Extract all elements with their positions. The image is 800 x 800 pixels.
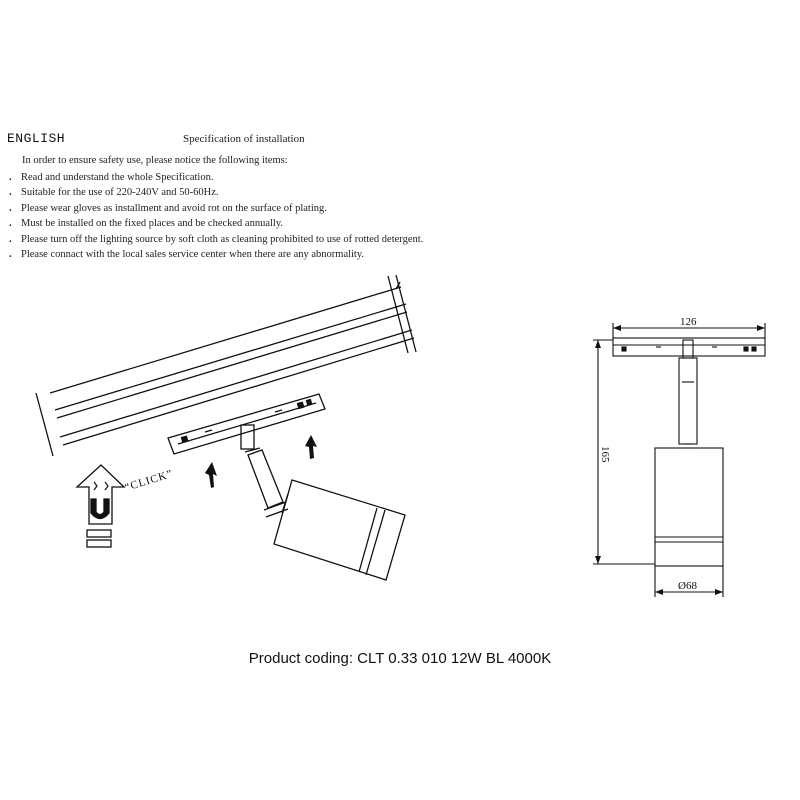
magnet-icon <box>77 465 124 547</box>
list-item-text: Must be installed on the fixed places and be checked annually. <box>21 218 284 230</box>
list-item-text: Read and understand the whole Specification. <box>21 172 214 183</box>
bullet-dot: . <box>9 187 12 199</box>
lamp-body-illustration <box>274 480 405 580</box>
product-coding: Product coding: CLT 0.33 010 12W BL 4000K <box>248 650 552 667</box>
bullet-dot: . <box>9 172 12 183</box>
insert-arrows <box>205 435 317 488</box>
document-title: Specification of installation <box>183 133 305 145</box>
dimension-width-label: 126 <box>680 316 697 328</box>
intro-text: In order to ensure safety use, please notice the following items: <box>22 155 288 166</box>
bullet-dot: . <box>9 218 12 230</box>
list-item-text: Please connact with the local sales service center when there are any abnormality. <box>21 248 365 260</box>
arrow-up-icon <box>305 435 317 459</box>
bullet-dot: . <box>9 233 12 245</box>
dimension-height-label: 165 <box>599 446 611 463</box>
dimension-drawing <box>593 323 765 597</box>
arrow-up-icon <box>205 462 217 488</box>
bullet-dot: . <box>9 202 12 214</box>
language-heading: ENGLISH <box>7 131 66 146</box>
click-label: “CLICK” <box>123 467 175 494</box>
list-item-text: Please wear gloves as installment and avoid rot on the surface of plating. <box>21 202 327 214</box>
bullet-dot: . <box>9 248 12 260</box>
dimension-diameter-label: Ø68 <box>678 580 697 592</box>
list-item-text: Please turn off the lighting source by soft cloth as cleaning prohibited to use of rotted detergent. <box>21 233 424 245</box>
track-rail-illustration <box>36 275 416 456</box>
connector-bar-illustration <box>168 394 325 454</box>
fixture-stem-illustration <box>241 425 288 517</box>
list-item-text: Suitable for the use of 220-240V and 50-60Hz. <box>21 187 219 199</box>
